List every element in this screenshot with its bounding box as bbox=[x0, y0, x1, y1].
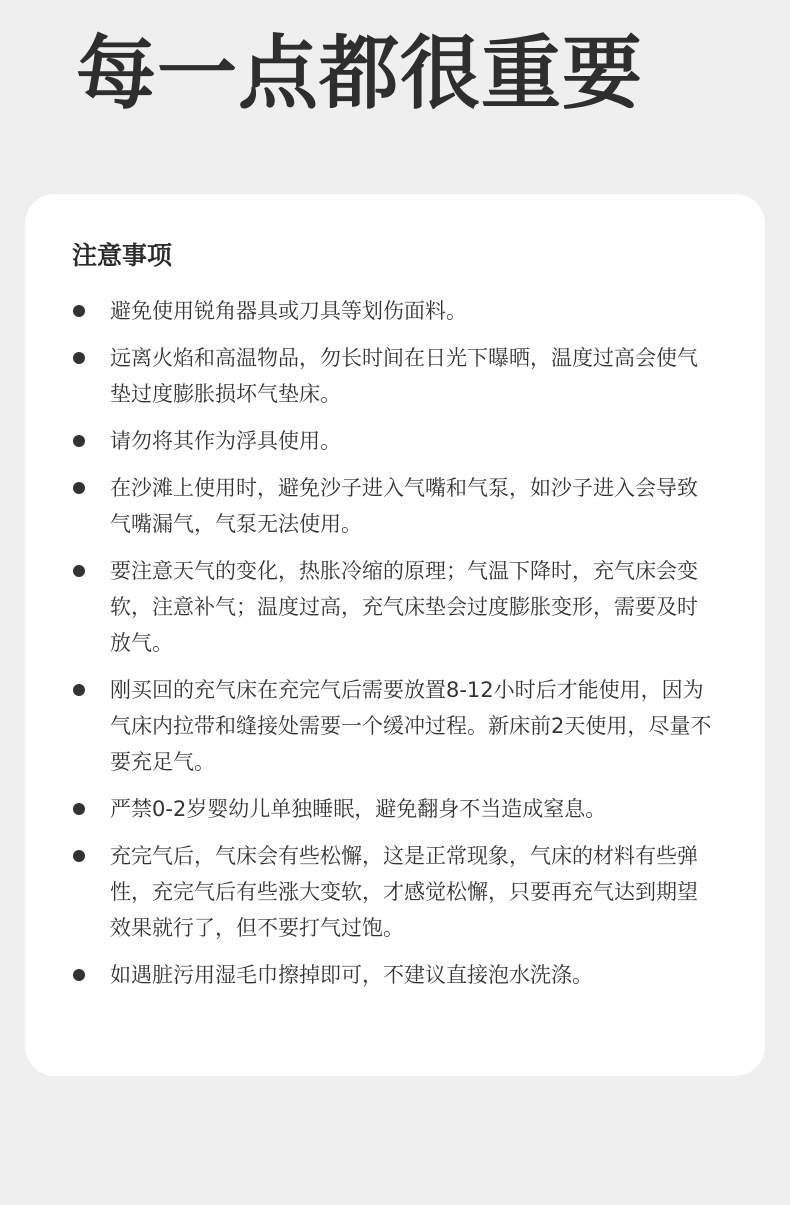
bullet-dot-icon bbox=[73, 969, 85, 981]
list-item-text: 远离火焰和高温物品，勿长时间在日光下曝晒，温度过高会使气垫过度膨胀损坏气垫床。 bbox=[110, 346, 698, 406]
list-item bbox=[72, 553, 717, 661]
bullet-dot-icon bbox=[73, 803, 85, 815]
page-headline: 每一点都很重要 bbox=[76, 27, 643, 120]
list-item bbox=[72, 672, 717, 780]
bullet-dot-icon bbox=[73, 565, 85, 577]
list-item bbox=[72, 838, 717, 946]
bullet-dot-icon bbox=[73, 305, 85, 317]
list-item-text: 严禁0-2岁婴幼儿单独睡眠，避免翻身不当造成窒息。 bbox=[110, 797, 607, 821]
list-item-text: 刚买回的充气床在充完气后需要放置8-12小时后才能使用，因为气床内拉带和缝接处需要一个缓冲过程。新床前2天使用，尽量不要充足气。 bbox=[110, 678, 712, 774]
card-title: 注意事项 bbox=[72, 241, 173, 270]
bullet-dot-icon bbox=[73, 482, 85, 494]
bullet-dot-icon bbox=[73, 684, 85, 696]
list-item bbox=[72, 423, 717, 459]
notice-list bbox=[72, 293, 717, 993]
list-item-text: 请勿将其作为浮具使用。 bbox=[110, 429, 341, 453]
bullet-dot-icon bbox=[73, 435, 85, 447]
bullet-dot-icon bbox=[73, 850, 85, 862]
list-item bbox=[72, 957, 717, 993]
list-item bbox=[72, 791, 717, 827]
bullet-dot-icon bbox=[73, 352, 85, 364]
list-item-text: 在沙滩上使用时，避免沙子进入气嘴和气泵，如沙子进入会导致气嘴漏气，气泵无法使用。 bbox=[110, 476, 698, 536]
list-item-text: 如遇脏污用湿毛巾擦掉即可，不建议直接泡水洗涤。 bbox=[110, 963, 593, 987]
list-item bbox=[72, 293, 717, 329]
list-item-text: 避免使用锐角器具或刀具等划伤面料。 bbox=[110, 299, 467, 323]
list-item bbox=[72, 340, 717, 412]
list-item-text: 要注意天气的变化，热胀冷缩的原理；气温下降时，充气床会变软，注意补气；温度过高，充气床垫会过度膨胀变形，需要及时放气。 bbox=[110, 559, 698, 655]
list-item-text: 充完气后，气床会有些松懈，这是正常现象，气床的材料有些弹性，充完气后有些涨大变软，才感觉松懈，只要再充气达到期望效果就行了，但不要打气过饱。 bbox=[110, 844, 698, 940]
notice-card bbox=[25, 194, 765, 1076]
list-item bbox=[72, 470, 717, 542]
